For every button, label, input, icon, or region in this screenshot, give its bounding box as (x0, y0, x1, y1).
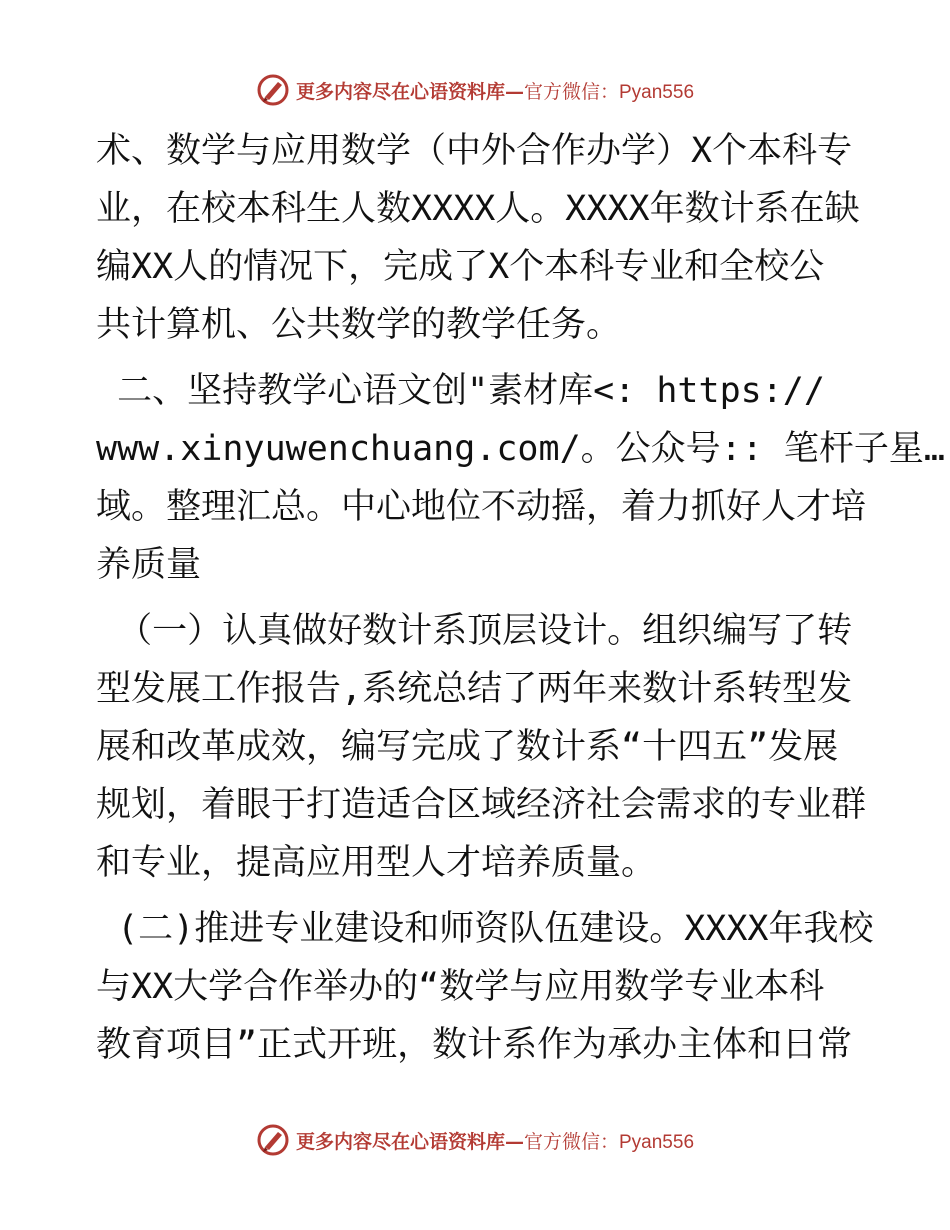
text-line: 共计算机、公共数学的教学任务。 (96, 305, 622, 345)
banner-wechat-label: 官方微信： (523, 1130, 619, 1153)
banner-wechat-label: 官方微信： (523, 80, 619, 103)
paragraph (96, 362, 945, 594)
banner-dash: — (504, 80, 524, 103)
text-line: 与XX大学合作举办的“数学与应用数学专业本科 (96, 967, 825, 1007)
paragraph (96, 900, 874, 1074)
text-line: 型发展工作报告,系统总结了两年来数计系转型发 (96, 669, 853, 709)
banner-dash: — (504, 1130, 524, 1153)
text-line: 和专业，提高应用型人才培养质量。 (96, 843, 657, 883)
text-line: 术、数学与应用数学（中外合作办学）X个本科专 (96, 131, 853, 171)
text-line: 规划，着眼于打造适合区域经济社会需求的专业群 (96, 785, 867, 825)
document-body (96, 122, 945, 1074)
banner-wechat-id: Pyan556 (619, 81, 695, 103)
header-banner (0, 70, 950, 110)
text-line: www.xinyuwenchuang.com/。公众号:: 笔杆子星… (96, 429, 945, 469)
text-line: 展和改革成效，编写完成了数计系“十四五”发展 (96, 727, 839, 767)
text-line: 养质量 (96, 545, 202, 585)
pen-swirl-logo-icon (256, 1123, 290, 1157)
text-line: (二)推进专业建设和师资队伍建设。XXXX年我校 (96, 909, 874, 949)
paragraph (96, 602, 867, 892)
header-banner-text (296, 77, 694, 104)
text-line: 域。整理汇总。中心地位不动摇，着力抓好人才培 (96, 487, 867, 527)
text-line: 业，在校本科生人数XXXX人。XXXX年数计系在缺 (96, 189, 860, 229)
banner-wechat-id: Pyan556 (619, 1131, 695, 1153)
text-line: 编XX人的情况下，完成了X个本科专业和全校公 (96, 247, 825, 287)
paragraph (96, 122, 860, 354)
text-line: 二、坚持教学心语文创"素材库<: https:// (96, 371, 825, 411)
text-line: 教育项目”正式开班，数计系作为承办主体和日常 (96, 1025, 853, 1065)
text-line: （一）认真做好数计系顶层设计。组织编写了转 (96, 611, 853, 651)
banner-main: 更多内容尽在心语资料库 (295, 80, 505, 103)
footer-banner-text (296, 1127, 694, 1154)
pen-swirl-logo-icon (256, 73, 290, 107)
banner-main: 更多内容尽在心语资料库 (295, 1130, 505, 1153)
footer-banner (0, 1120, 950, 1160)
